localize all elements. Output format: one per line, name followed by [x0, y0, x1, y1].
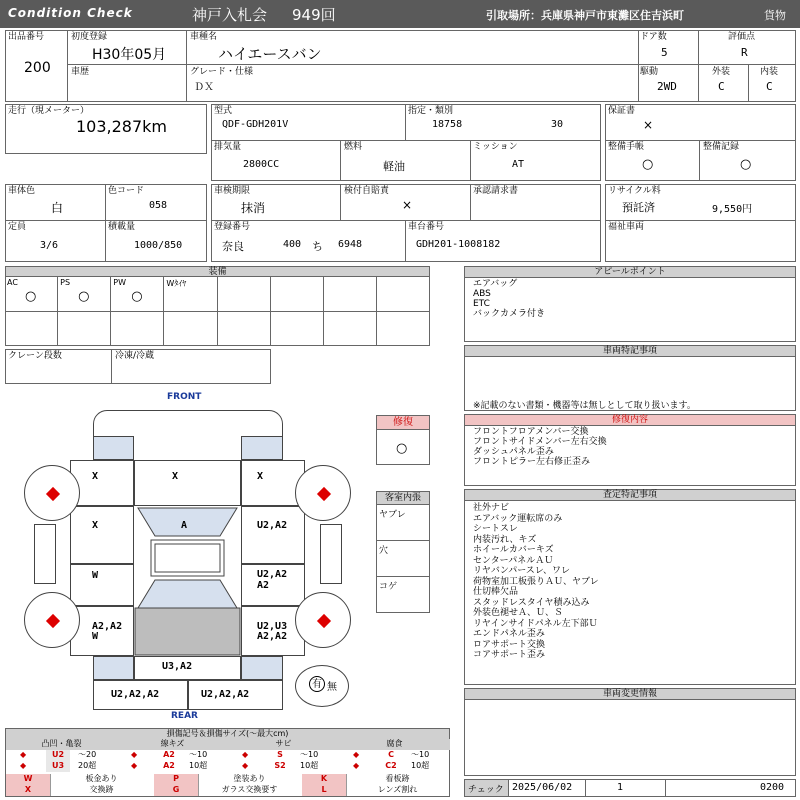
equipment-item-value: ○: [25, 289, 37, 304]
legend-mark-desc: 塗装あり: [198, 774, 300, 785]
legend-symbol: ◆: [353, 761, 360, 770]
rear-left-corner[interactable]: [93, 656, 134, 680]
score-label: 評価点: [728, 32, 756, 42]
reg-class: 400: [283, 239, 302, 250]
legend-mark-code: G: [154, 785, 198, 796]
rear-bumper-right[interactable]: U2,A2,A2: [188, 680, 283, 710]
appeal-title: アピールポイント: [465, 267, 795, 278]
history-label: 車歴: [71, 67, 90, 77]
vehicle-category: 貨物: [764, 9, 786, 22]
inspection-notes-box: [464, 489, 796, 685]
auction-round: 949回: [292, 6, 336, 24]
legend-symbol: ◆: [353, 750, 360, 759]
equipment-cell: [324, 277, 377, 312]
lot-number-label: 出品番号: [8, 32, 45, 42]
appeal-list: [473, 279, 545, 319]
record-label: 整備記録: [703, 142, 740, 152]
repair-history-item: フロントサイドメンバー左右交換: [473, 437, 607, 447]
condition-check-title: Condition Check: [8, 6, 133, 20]
repair-box-title: 修復: [377, 416, 429, 430]
equipment-cell: [218, 312, 271, 347]
inspection-note-item: エンドパネル歪み: [473, 629, 545, 639]
tire-front-right[interactable]: [295, 465, 351, 521]
equipment-cell: [58, 312, 111, 347]
load-label: 積載量: [108, 222, 136, 232]
inspection-note-item: リヤバンパースレ、ワレ: [473, 566, 571, 576]
reg-area: 奈良: [222, 240, 244, 253]
displacement-label: 排気量: [214, 142, 242, 152]
rear-label: REAR: [171, 711, 198, 721]
legend-code: A2: [163, 750, 175, 759]
legend-size: 10超: [411, 761, 430, 770]
equipment-grid: [5, 277, 430, 346]
cabin-item: ヤブレ: [377, 505, 429, 541]
legend-symbol: ◆: [242, 750, 249, 759]
inspection-label: 車検期限: [214, 186, 251, 196]
equipment-cell: [111, 312, 164, 347]
mission: AT: [512, 159, 525, 170]
legend-mark-code: L: [302, 785, 346, 796]
reg-number: 6948: [338, 239, 363, 250]
body-color: 白: [51, 201, 64, 215]
designation-label: 指定・類別: [408, 106, 454, 116]
legend-size: 〜10: [411, 750, 430, 759]
rear-right-corner[interactable]: [241, 656, 283, 680]
recycle-label: リサイクル料: [608, 186, 661, 196]
approval-label: 承認請求書: [473, 186, 519, 196]
color-code-label: 色コード: [108, 186, 145, 196]
special-notes-text: ※記載のない書類・機器等は無しとして取り扱います。: [473, 401, 696, 411]
warranty: ×: [643, 118, 654, 132]
inspection-note-item: コアサポート歪み: [473, 650, 546, 660]
inspection-note-item: シートスレ: [473, 524, 518, 534]
mission-label: ミッション: [473, 142, 518, 152]
equipment-item-value: ○: [131, 289, 143, 304]
inspection-note-item: 内装汚れ、キズ: [473, 534, 537, 545]
freezer-label: 冷凍/冷蔵: [115, 351, 155, 361]
equipment-cell: [164, 312, 217, 347]
chassis-label: 車台番号: [408, 222, 445, 232]
vehicle-change-box: [464, 688, 796, 776]
repair-history-item: ダッシュパネル歪み: [473, 447, 554, 457]
legend-row-1: [6, 750, 450, 761]
inspection-note-item: ロアサポート交換: [473, 639, 546, 650]
special-notes-box: [464, 345, 796, 411]
legend-code: U2: [46, 750, 70, 761]
spare-left: [34, 524, 56, 584]
color-code: 058: [149, 200, 168, 211]
inspection-expiry: 抹消: [241, 201, 266, 215]
legend-code: S: [277, 750, 283, 759]
check-label: チェック: [468, 785, 504, 795]
legend-symbol: ◆: [20, 761, 27, 770]
panel-left-door-front[interactable]: X: [70, 506, 134, 564]
inspection-note-item: 社外ナビ: [473, 503, 510, 513]
fuel: 軽油: [383, 160, 405, 173]
lot-number: 200: [24, 60, 51, 76]
repair-history-list: [473, 427, 607, 467]
inspection-note-item: 荷物室加工板張りＡＵ、ヤブレ: [473, 576, 599, 587]
reg-kana: ち: [312, 240, 323, 253]
check-code: 0200: [760, 782, 785, 793]
legend-mark-code: W: [6, 774, 50, 785]
appeal-item: ABS: [473, 289, 491, 299]
pickup-location: 引取場所：兵庫県神戸市東灘区住吉浜町: [486, 9, 684, 22]
panel-right-door-rear[interactable]: U2,A2 A2: [241, 564, 305, 606]
appeal-item: ETC: [473, 299, 490, 309]
legend-size: 10超: [300, 761, 319, 770]
model-label: 型式: [214, 106, 233, 116]
recycle-status: 預託済: [622, 201, 655, 214]
equipment-cell: [218, 277, 271, 312]
repair-box-value: ○: [396, 441, 408, 456]
equipment-item-label: PS: [60, 278, 71, 287]
inspection-note-item: 仕切棒欠品: [473, 587, 519, 597]
check-count: 1: [617, 782, 624, 793]
appeal-box: [464, 266, 796, 342]
registration-table: [211, 184, 601, 262]
check-date: 2025/06/02: [512, 782, 573, 793]
legend-symbol: ◆: [242, 761, 249, 770]
equipment-cell: [324, 312, 377, 347]
legend-code: C: [388, 750, 394, 759]
legend-mark-desc: ガラス交換要す: [198, 785, 300, 796]
equipment-cell: [164, 277, 217, 312]
model-code: QDF-GDH201V: [222, 119, 289, 130]
equipment-item-label: Wﾀｲﾔ: [166, 279, 187, 288]
doors-label: ドア数: [640, 32, 667, 42]
recycle-amount: 9,550円: [712, 204, 753, 215]
tire-rear-right[interactable]: [295, 592, 351, 648]
legend-row-2: [6, 761, 450, 772]
legend-size: 20超: [78, 761, 97, 770]
inspection-note-item: リヤインサイドパネル左下部Ｕ: [473, 618, 598, 629]
inspection-note-item: ホイールカバーキズ: [473, 545, 554, 555]
first-reg: H30年05月: [92, 47, 167, 63]
panel-front-left[interactable]: X: [70, 460, 134, 506]
panel-left-quarter[interactable]: A2,A2 W: [70, 606, 134, 656]
panel-front-right[interactable]: X: [241, 460, 305, 506]
rust-none: 無: [327, 682, 337, 693]
inspection-note-item: エアバック運転席のみ: [473, 513, 563, 524]
exterior-label: 外装: [712, 67, 731, 77]
mileage-label: 走行（現メーター）: [8, 106, 90, 116]
front-label: FRONT: [167, 392, 202, 402]
equipment-item-value: ○: [78, 289, 90, 304]
inspection-notes-title: 査定特記事項: [465, 490, 795, 501]
legend-marks-1: [6, 774, 450, 785]
legend-group-label: 凸凹・亀裂: [41, 739, 82, 748]
panel-rear-gate[interactable]: U3,A2: [134, 656, 241, 680]
warranty-label: 保証書: [608, 106, 636, 116]
equipment-cell: [111, 277, 164, 312]
legend-mark-code: X: [6, 785, 50, 796]
legend-size: 〜10: [189, 750, 208, 759]
repair-history-title: 修復内容: [465, 415, 795, 426]
panel-right-quarter[interactable]: U2,U3 A2,A2: [241, 606, 305, 656]
inspection-note-item: 外装色褪せＡ、Ｕ、Ｓ: [473, 608, 564, 618]
cabin-item: コゲ: [379, 582, 398, 592]
panel-hood[interactable]: X: [134, 460, 241, 506]
front-right-corner[interactable]: [241, 436, 283, 460]
legend-code: A2: [163, 761, 175, 770]
inspection-note-item: スタッドレスタイヤ積み込み: [473, 597, 590, 608]
car-name: ハイエースバン: [218, 45, 322, 63]
panel-left-door-rear[interactable]: W: [70, 564, 134, 606]
liability: ×: [402, 198, 413, 212]
repair-history-item: フロントピラー左右修正歪み: [473, 457, 591, 467]
legend-mark-desc: 板金あり: [50, 774, 152, 785]
legend-code: S2: [274, 761, 286, 770]
front-left-corner[interactable]: [93, 436, 134, 460]
inspection-notes-list: [473, 503, 599, 661]
class-number: 30: [551, 119, 564, 130]
equipment-item-label: AC: [7, 278, 18, 287]
drive: 2WD: [657, 80, 677, 93]
reg-number-label: 登録番号: [214, 222, 251, 232]
designation: 18758: [432, 119, 463, 130]
body-color-label: 車体色: [8, 186, 36, 196]
grade-label: グレード・仕様: [190, 67, 254, 77]
legend-symbol: ◆: [20, 750, 27, 759]
displacement: 2800CC: [243, 159, 280, 170]
legend-marks-2: [6, 785, 450, 796]
grade: ＤＸ: [194, 82, 214, 93]
legend-size: 10超: [189, 761, 208, 770]
equipment-cell: [377, 312, 430, 347]
legend-title: 損傷記号＆損傷サイズ(〜最大cm): [6, 729, 449, 739]
legend-size: 〜20: [78, 750, 97, 759]
legend-mark-desc: レンズ割れ: [346, 785, 448, 796]
legend-mark-code: K: [302, 774, 346, 785]
tire-front-left[interactable]: [24, 465, 80, 521]
legend-size: 〜10: [300, 750, 319, 759]
equipment-item-label: PW: [113, 278, 126, 287]
panel-right-door-front[interactable]: U2,A2: [241, 506, 305, 564]
liability-label: 検付自賠責: [344, 186, 390, 196]
fuel-label: 燃料: [344, 142, 363, 152]
legend-code: C2: [385, 761, 397, 770]
cabin-box: [376, 491, 430, 613]
score: R: [741, 46, 748, 59]
manual-label: 整備手帳: [608, 142, 645, 152]
first-reg-label: 初度登録: [71, 32, 108, 42]
legend-symbol: ◆: [131, 761, 138, 770]
cabin-item: 穴: [377, 541, 429, 577]
repair-history-item: フロントフロアメンバー交換: [473, 427, 589, 437]
legend-code: U3: [46, 761, 70, 772]
vehicle-change-title: 車両変更情報: [465, 689, 795, 700]
spare-right: [320, 524, 342, 584]
rear-bumper-left[interactable]: U2,A2,A2: [93, 680, 188, 710]
appeal-item: バックカメラ付き: [473, 309, 546, 319]
inspection-note-item: センターパネルＡＵ: [473, 555, 554, 566]
legend-mark-code: P: [154, 774, 198, 785]
repair-history-box: [464, 414, 796, 486]
cabin-title: 客室内張: [377, 492, 429, 505]
maintenance-record: ○: [740, 157, 752, 172]
equipment-cell: [377, 277, 430, 312]
equipment-cell: [5, 312, 58, 347]
car-name-label: 車種名: [190, 32, 218, 42]
basic-info-table: [5, 30, 796, 102]
legend-group-label: サビ: [275, 739, 292, 748]
legend-group-label: 線キズ: [160, 739, 185, 748]
capacity: 3/6: [40, 240, 59, 251]
rust-yes: 有: [309, 676, 325, 692]
equipment-title: 装備: [6, 267, 429, 277]
legend-mark-desc: 看板跡: [346, 774, 448, 785]
special-notes-title: 車両特記事項: [465, 346, 795, 357]
capacity-label: 定員: [8, 222, 27, 232]
interior-label: 内装: [760, 67, 779, 77]
auction-name: 神戸入札会: [192, 6, 268, 24]
appeal-item: エアバッグ: [473, 279, 518, 289]
exterior-grade: C: [718, 80, 725, 93]
header-bar: [0, 0, 800, 28]
interior-grade: C: [766, 80, 773, 93]
legend-mark-desc: 交換跡: [50, 785, 152, 796]
manual: ○: [642, 157, 654, 172]
legend-group-label: 腐食: [386, 739, 403, 748]
equipment-cell: [271, 277, 324, 312]
equipment-cell: [5, 277, 58, 312]
equipment-cell: [58, 277, 111, 312]
doors: 5: [661, 46, 668, 59]
center-panel-damage: A: [181, 520, 188, 531]
legend-groups: [6, 739, 450, 750]
drive-label: 駆動: [640, 67, 659, 77]
equipment-cell: [271, 312, 324, 347]
repair-box: [376, 415, 430, 465]
load-capacity: 1000/850: [134, 240, 183, 251]
cabin-items: [377, 505, 429, 613]
roof-windshield[interactable]: [134, 506, 241, 656]
crane-label: クレーン段数: [8, 351, 62, 361]
mileage: 103,287km: [76, 117, 168, 136]
welfare-label: 福祉車両: [608, 222, 645, 232]
tire-rear-left[interactable]: [24, 592, 80, 648]
legend-symbol: ◆: [131, 750, 138, 759]
chassis-number: GDH201-1008182: [416, 239, 501, 250]
